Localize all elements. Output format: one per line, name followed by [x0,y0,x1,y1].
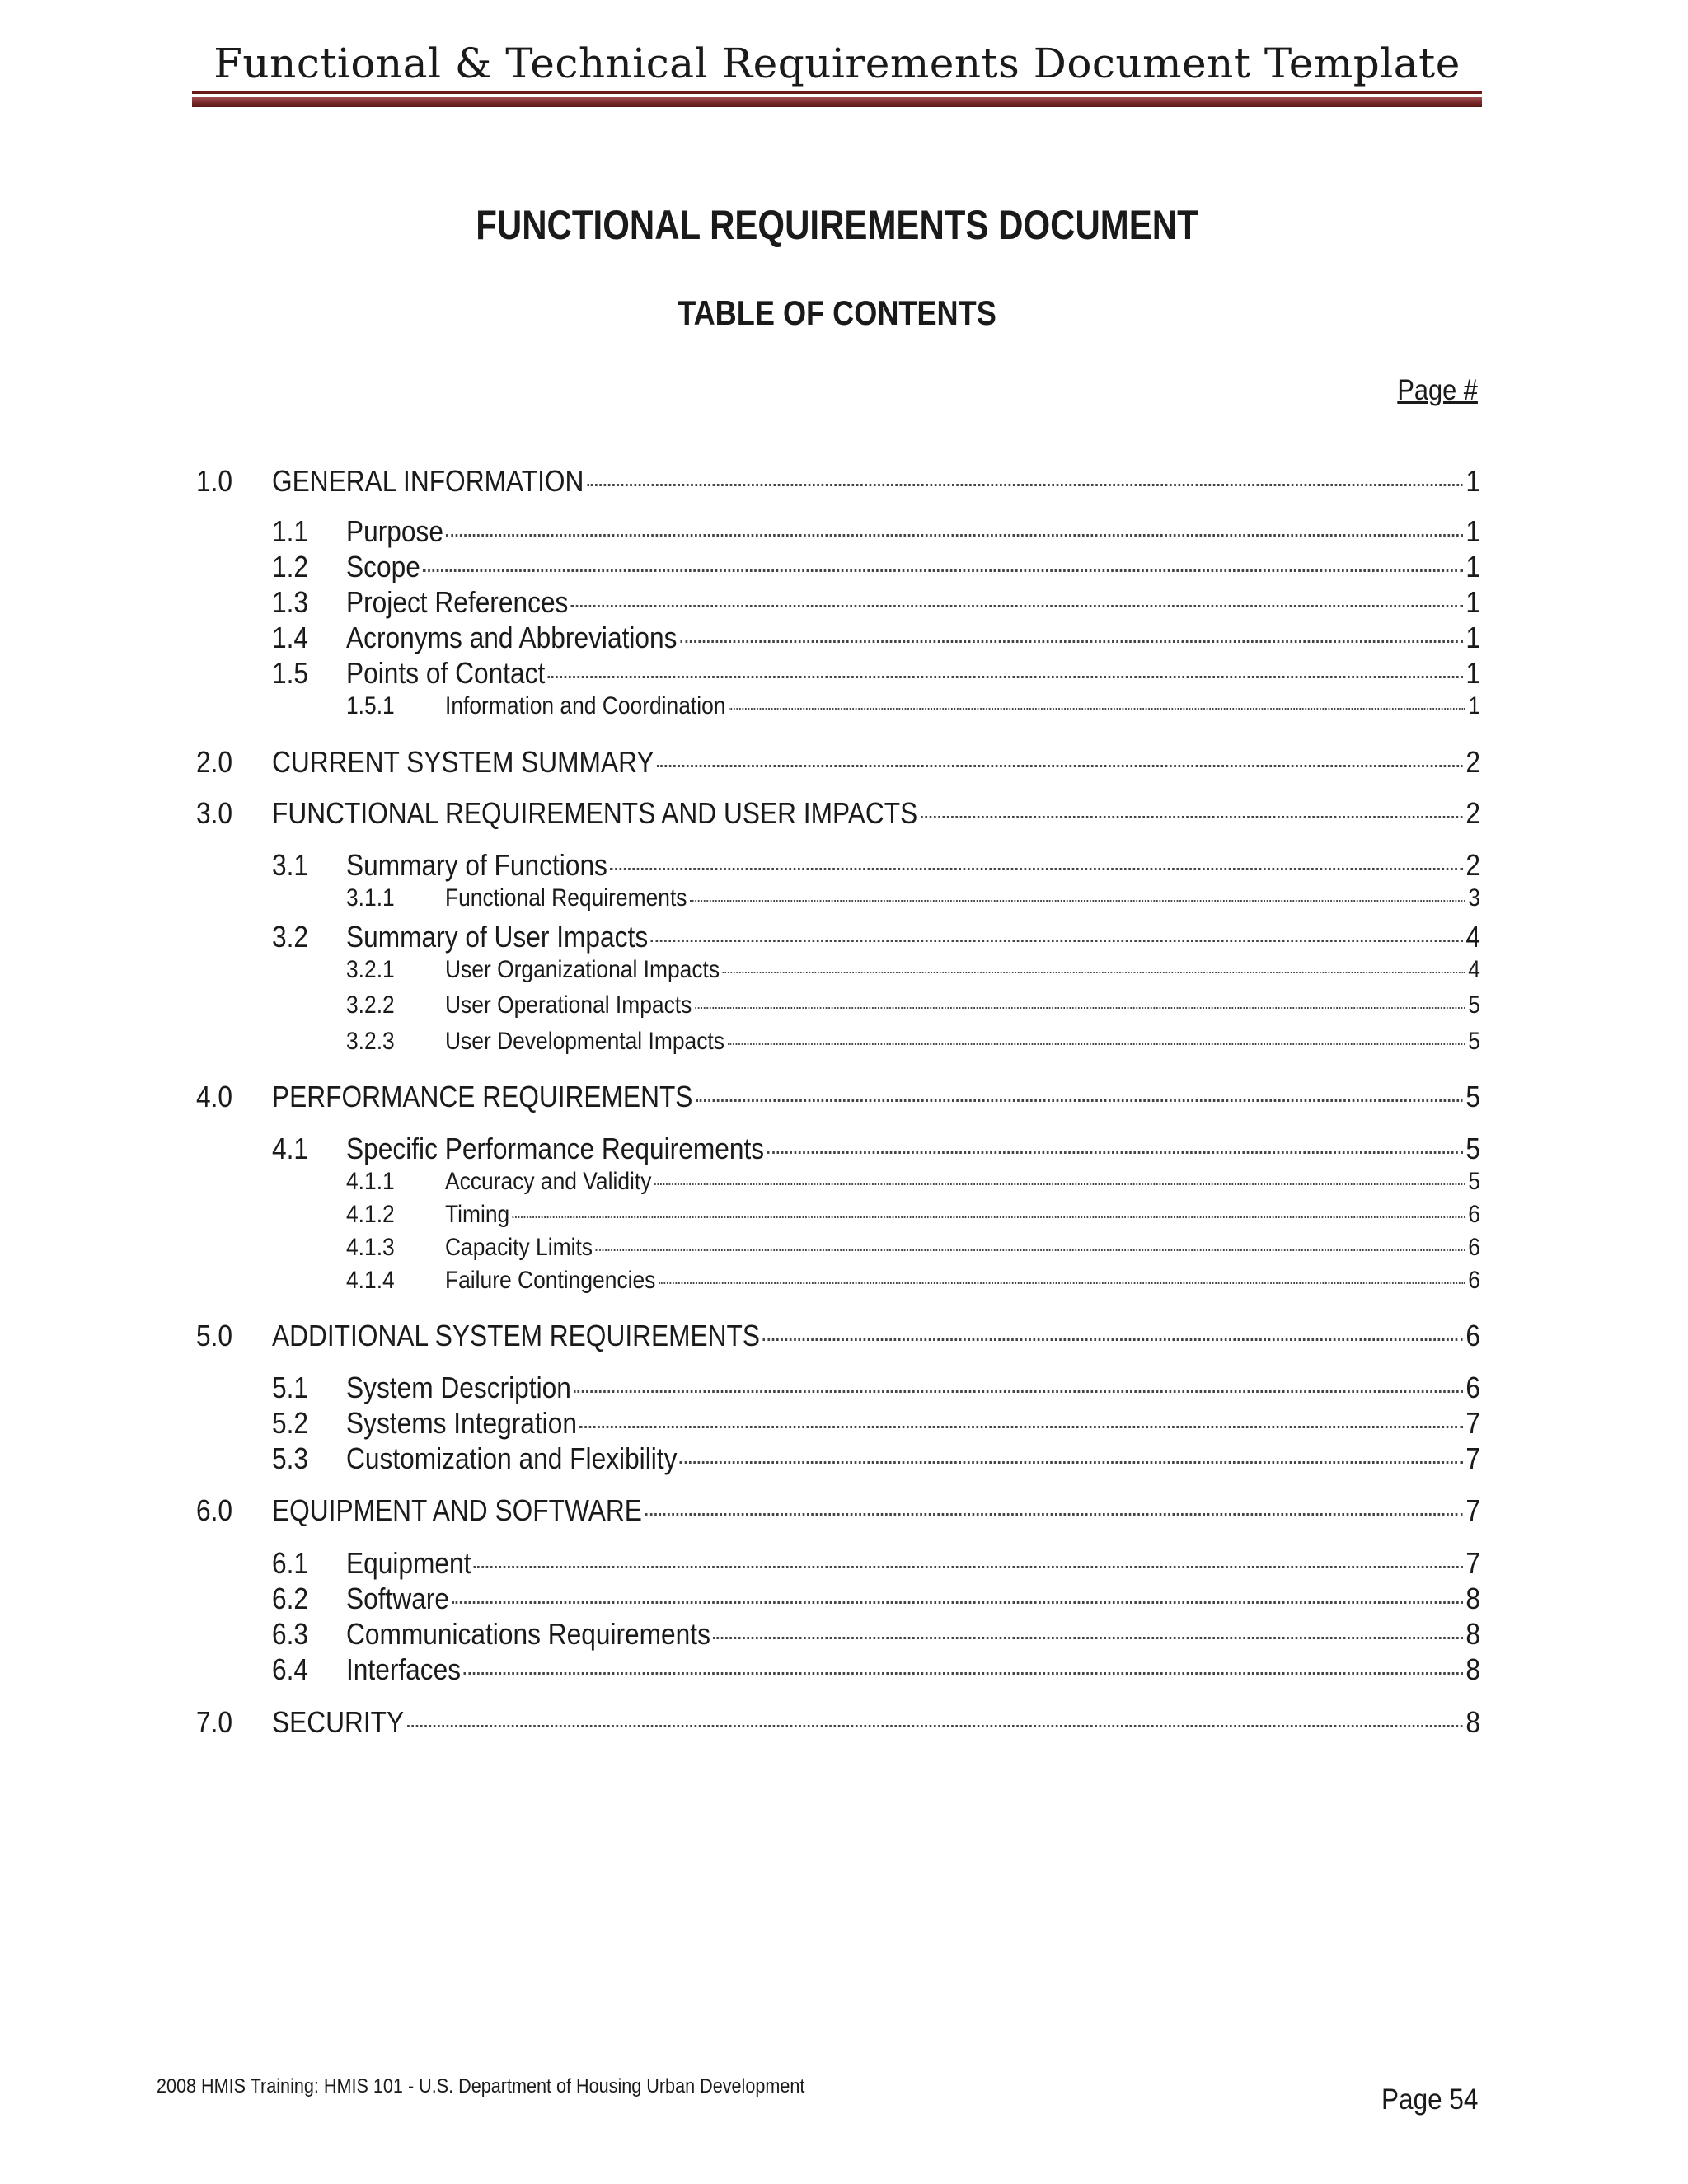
toc-entry[interactable] [272,621,1480,655]
toc-entry[interactable] [346,1201,1480,1229]
header-rule-thin [192,91,1482,94]
toc-dot-leader [654,1183,1465,1185]
toc-dot-leader [571,605,1463,607]
toc-entry[interactable] [272,585,1480,620]
toc-entry-number: 3.2.3 [346,1028,395,1055]
toc-entry-number: 6.3 [272,1617,309,1651]
toc-entry-title: User Developmental Impacts [444,1028,724,1055]
toc-dot-leader [763,1338,1463,1341]
toc-dot-leader [596,1249,1465,1251]
toc-entry-page: 1 [1465,514,1480,548]
footer-page-number: Page 54 [1381,2083,1478,2116]
toc-entry-page: 5 [1468,1028,1480,1055]
toc-entry-page: 7 [1465,1441,1480,1475]
toc-entry-number: 4.1.2 [346,1201,395,1228]
toc-entry-page: 8 [1465,1652,1480,1686]
toc-entry[interactable] [272,656,1480,691]
toc-dot-leader [657,765,1463,767]
toc-dot-leader [695,1007,1465,1009]
toc-entry-number: 4.1.3 [346,1234,395,1261]
toc-entry-page: 1 [1465,585,1480,619]
toc-entry[interactable] [346,956,1480,984]
toc-entry-number: 3.0 [196,796,233,830]
toc-entry-title: Communications Requirements [345,1617,710,1651]
toc-entry-title: Timing [444,1201,510,1228]
toc-entry[interactable] [272,920,1480,954]
toc-entry-number: 1.4 [272,621,309,654]
toc-dot-leader [587,484,1463,486]
toc-entry-page: 4 [1468,956,1480,983]
footer-source: 2008 HMIS Training: HMIS 101 - U.S. Department of Housing Urban Development [157,2075,805,2097]
toc-entry-number: 3.2.1 [346,956,395,983]
toc-entry-title: Points of Contact [345,656,546,690]
toc-title: TABLE OF CONTENTS [678,293,996,332]
toc-entry-number: 1.2 [272,550,309,583]
toc-entry[interactable] [196,745,1480,780]
toc-entry-title: User Operational Impacts [444,991,692,1019]
toc-dot-leader [645,1513,1463,1516]
toc-entry-page: 4 [1465,920,1480,954]
toc-entry-number: 3.1.1 [346,884,395,912]
toc-entry-page: 6 [1468,1267,1480,1294]
toc-entry-title: Customization and Flexibility [345,1441,678,1475]
toc-entry-title: Scope [345,550,420,583]
toc-entry-page: 8 [1465,1705,1480,1739]
toc-entry-page: 2 [1465,848,1480,882]
toc-entry-title: Software [345,1582,450,1615]
toc-dot-leader [513,1216,1465,1218]
toc-entry-number: 6.4 [272,1652,309,1686]
toc-entry[interactable] [346,1267,1480,1295]
toc-dot-leader [690,900,1465,902]
toc-entry-title: ADDITIONAL SYSTEM REQUIREMENTS [271,1319,761,1352]
toc-entry-number: 4.1 [272,1132,309,1165]
toc-entry-page: 6 [1465,1371,1480,1404]
toc-entry-page: 5 [1465,1080,1480,1113]
toc-entry[interactable] [272,1582,1480,1616]
toc-entry-page: 6 [1468,1201,1480,1228]
toc-entry-number: 1.1 [272,514,309,548]
toc-entry-page: 1 [1465,621,1480,654]
toc-entry-title: CURRENT SYSTEM SUMMARY [271,745,654,779]
toc-entry-page: 6 [1465,1319,1480,1352]
toc-entry-page: 7 [1465,1546,1480,1580]
toc-entry-number: 4.0 [196,1080,233,1113]
toc-entry-page: 2 [1465,796,1480,830]
header-title: Functional & Technical Requirements Document Template [213,40,1461,87]
toc-entry[interactable] [272,1132,1480,1166]
toc-entry-title: Information and Coordination [444,692,726,719]
document-title: FUNCTIONAL REQUIREMENTS DOCUMENT [476,202,1198,248]
toc-entry[interactable] [272,1617,1480,1652]
toc-entry-title: Accuracy and Validity [444,1168,652,1195]
toc-entry[interactable] [272,1546,1480,1581]
toc-entry[interactable] [272,550,1480,584]
header-rule-thick [192,97,1482,107]
toc-entry-page: 8 [1465,1617,1480,1651]
toc-entry-page: 8 [1465,1582,1480,1615]
toc-dot-leader [407,1725,1463,1727]
toc-entry[interactable] [196,1705,1480,1740]
toc-dot-leader [729,708,1465,710]
toc-entry-title: Interfaces [345,1652,462,1686]
toc-dot-leader [713,1637,1462,1639]
toc-entry[interactable] [346,1168,1480,1196]
toc-entry-title: EQUIPMENT AND SOFTWARE [271,1493,642,1527]
toc-entry-number: 1.3 [272,585,309,619]
toc-entry-title: System Description [345,1371,571,1404]
toc-entry-number: 6.0 [196,1493,233,1527]
toc-dot-leader [680,640,1463,643]
toc-dot-leader [651,940,1463,942]
toc-entry-page: 6 [1468,1234,1480,1261]
toc-dot-leader [767,1151,1463,1154]
toc-entry-page: 5 [1468,1168,1480,1195]
toc-entry[interactable] [272,1406,1480,1441]
toc-entry[interactable] [272,848,1480,883]
toc-entry-title: Equipment [345,1546,471,1580]
toc-entry[interactable] [272,1441,1480,1476]
toc-entry-number: 2.0 [196,745,233,779]
toc-entry-title: Specific Performance Requirements [345,1132,765,1165]
toc-entry[interactable] [272,1652,1480,1687]
toc-dot-leader [464,1672,1463,1675]
toc-entry[interactable] [346,692,1480,720]
toc-entry-number: 6.1 [272,1546,309,1580]
toc-entry-page: 1 [1465,550,1480,583]
toc-entry-number: 6.2 [272,1582,309,1615]
toc-entry-number: 7.0 [196,1705,233,1739]
toc-entry-title: Systems Integration [345,1406,577,1440]
toc-entry-title: User Organizational Impacts [444,956,720,983]
toc-dot-leader [574,1390,1462,1393]
toc-dot-leader [548,676,1463,678]
toc-dot-leader [659,1282,1465,1284]
toc-dot-leader [610,868,1462,870]
toc-entry[interactable] [346,884,1480,912]
toc-entry-number: 5.0 [196,1319,233,1352]
toc-entry-number: 3.1 [272,848,309,882]
toc-entry-title: Failure Contingencies [444,1267,656,1294]
toc-entry-number: 1.5 [272,656,309,690]
toc-dot-leader [727,1043,1465,1045]
toc-entry-number: 3.2.2 [346,991,395,1019]
toc-dot-leader [921,816,1463,818]
toc-entry-number: 5.1 [272,1371,309,1404]
toc-entry-page: 1 [1465,464,1480,498]
toc-entry-page: 5 [1468,991,1480,1019]
toc-entry-title: PERFORMANCE REQUIREMENTS [271,1080,693,1113]
toc-entry-number: 1.0 [196,464,233,498]
toc-entry-title: GENERAL INFORMATION [271,464,584,498]
toc-entry[interactable] [272,514,1480,549]
toc-entry-page: 3 [1468,884,1480,912]
toc-dot-leader [723,972,1465,973]
toc-dot-leader [680,1461,1463,1464]
toc-entry-title: Acronyms and Abbreviations [345,621,678,654]
toc-entry-title: Functional Requirements [444,884,687,912]
toc-entry[interactable] [346,991,1480,1019]
toc-dot-leader [452,1601,1463,1604]
toc-entry[interactable] [346,1028,1480,1056]
toc-entry-page: 7 [1465,1493,1480,1527]
toc-entry-title: SECURITY [271,1705,405,1739]
toc-entry-page: 5 [1465,1132,1480,1165]
toc-entry-page: 1 [1465,656,1480,690]
toc-entry[interactable] [196,1319,1480,1353]
toc-entry-number: 1.5.1 [346,692,395,719]
toc-entry[interactable] [346,1234,1480,1262]
toc-entry[interactable] [196,796,1480,831]
toc-entry[interactable] [196,464,1480,499]
toc-entry-title: Project References [345,585,569,619]
toc-entry[interactable] [196,1493,1480,1528]
toc-entry-number: 5.3 [272,1441,309,1475]
toc-entry-title: Summary of User Impacts [345,920,649,954]
toc-entry-title: Summary of Functions [345,848,607,882]
toc-dot-leader [447,534,1463,537]
toc-entry-number: 4.1.1 [346,1168,395,1195]
toc-entry-page: 1 [1468,692,1480,719]
toc-entry-title: Purpose [345,514,443,548]
toc-entry[interactable] [272,1371,1480,1405]
toc-dot-leader [474,1566,1463,1568]
toc-entry-title: FUNCTIONAL REQUIREMENTS AND USER IMPACTS [271,796,918,830]
toc-entry-page: 7 [1465,1406,1480,1440]
toc-dot-leader [423,569,1463,572]
toc-entry[interactable] [196,1080,1480,1114]
toc-dot-leader [696,1099,1463,1102]
toc-entry-number: 4.1.4 [346,1267,395,1294]
toc-entry-page: 2 [1465,745,1480,779]
page-column-label: Page # [1397,374,1478,406]
toc-entry-number: 3.2 [272,920,309,954]
toc-entry-title: Capacity Limits [444,1234,593,1261]
toc-dot-leader [579,1426,1462,1428]
toc-entry-number: 5.2 [272,1406,309,1440]
